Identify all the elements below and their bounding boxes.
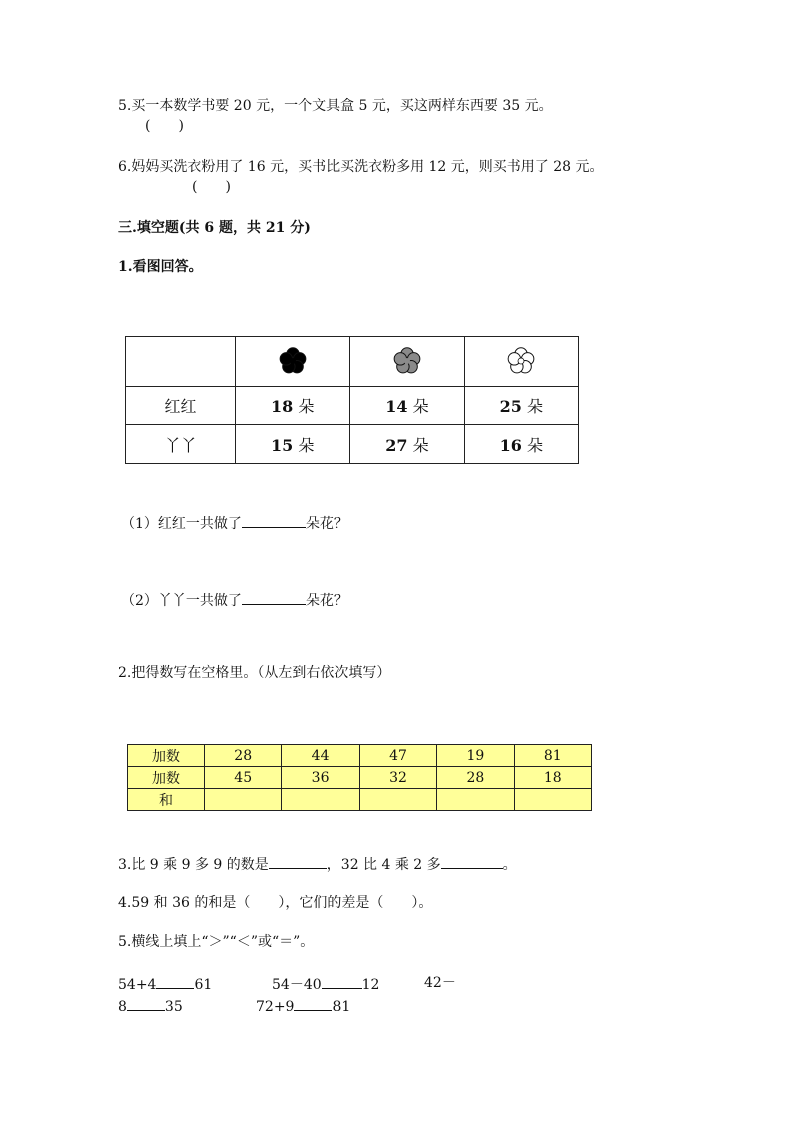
count-value: 16 bbox=[499, 435, 522, 455]
answer-cell[interactable] bbox=[359, 789, 436, 811]
compare-right: 35 bbox=[164, 999, 183, 1015]
q1-title: 1.看图回答。 bbox=[118, 259, 203, 275]
q3-part1: 3.比 9 乘 9 多 9 的数是 bbox=[118, 857, 269, 873]
count-unit: 朵 bbox=[527, 397, 544, 417]
table-cell bbox=[350, 386, 464, 425]
row-name: 丫丫 bbox=[126, 425, 236, 464]
answer-cell[interactable] bbox=[514, 789, 591, 811]
compare-item bbox=[272, 973, 379, 995]
q3-part3: 。 bbox=[502, 857, 517, 873]
row-label: 加数 bbox=[128, 745, 205, 767]
white-flower-icon bbox=[504, 346, 538, 376]
table-row bbox=[126, 425, 579, 464]
row-name: 红红 bbox=[126, 386, 236, 425]
count-unit: 朵 bbox=[298, 397, 315, 417]
table-row bbox=[126, 386, 579, 425]
row-label: 加数 bbox=[128, 767, 205, 789]
compare-item bbox=[118, 973, 212, 995]
count-unit: 朵 bbox=[298, 435, 315, 455]
flower-table bbox=[125, 336, 579, 464]
q1-sub2-prefix: （2）丫丫一共做了 bbox=[121, 593, 242, 609]
compare-right: 12 bbox=[361, 977, 380, 993]
answer-cell[interactable] bbox=[437, 789, 514, 811]
q2-title: 2.把得数写在空格里。（从左到右依次填写） bbox=[118, 665, 391, 681]
table-cell bbox=[350, 425, 464, 464]
answer-blank[interactable] bbox=[322, 973, 362, 989]
compare-left: 54－40 bbox=[272, 977, 322, 993]
answer-blank[interactable] bbox=[242, 512, 306, 528]
count-value: 18 bbox=[270, 397, 294, 417]
count-unit: 朵 bbox=[527, 435, 544, 455]
table-cell bbox=[464, 337, 578, 387]
count-unit: 朵 bbox=[412, 435, 429, 455]
table-cell: 36 bbox=[282, 767, 359, 789]
compare-left: 72+9 bbox=[256, 999, 295, 1015]
table-cell: 45 bbox=[205, 767, 282, 789]
table-cell: 28 bbox=[205, 745, 282, 767]
table-cell: 44 bbox=[282, 745, 359, 767]
black-flower-icon bbox=[276, 346, 310, 376]
q1-sub2-suffix: 朵花？ bbox=[305, 593, 348, 609]
answer-cell[interactable] bbox=[205, 789, 282, 811]
answer-cell[interactable] bbox=[282, 789, 359, 811]
count-value: 25 bbox=[499, 397, 522, 417]
judge-q6-text: 6.妈妈买洗衣粉用了 16 元，买书比买洗衣粉多用 12 元，则买书用了 28 元。 bbox=[118, 159, 604, 175]
compare-right: 61 bbox=[194, 977, 213, 993]
compare-item bbox=[118, 995, 183, 1017]
compare-item bbox=[256, 995, 350, 1017]
gray-flower-icon bbox=[390, 346, 424, 376]
count-value: 15 bbox=[270, 435, 294, 455]
q1-sub1-suffix: 朵花？ bbox=[305, 516, 348, 532]
answer-blank[interactable] bbox=[242, 589, 306, 605]
q5-title: 5.横线上填上“＞”“＜”或“＝”。 bbox=[118, 934, 315, 950]
q3 bbox=[118, 853, 517, 875]
q1-sub1-prefix: （1）红红一共做了 bbox=[121, 516, 242, 532]
judge-q5-text: 5.买一本数学书要 20 元，一个文具盒 5 元，买这两样东西要 35 元。 bbox=[118, 98, 553, 114]
table-cell: 28 bbox=[437, 767, 514, 789]
table-cell: 47 bbox=[359, 745, 436, 767]
table-cell bbox=[236, 425, 350, 464]
table-cell bbox=[464, 425, 578, 464]
answer-blank[interactable] bbox=[294, 995, 332, 1011]
q1-sub1 bbox=[121, 512, 348, 534]
table-row bbox=[128, 767, 592, 789]
judge-q5-answer-paren[interactable]: ( ) bbox=[145, 118, 184, 134]
compare-item bbox=[424, 973, 456, 993]
table-row bbox=[128, 789, 592, 811]
table-row bbox=[128, 745, 592, 767]
sum-table bbox=[127, 744, 592, 811]
table-cell bbox=[236, 386, 350, 425]
compare-left: 42－ bbox=[424, 975, 456, 991]
table-row bbox=[126, 337, 579, 387]
table-cell: 81 bbox=[514, 745, 591, 767]
compare-left: 54+4 bbox=[118, 977, 157, 993]
compare-right: 81 bbox=[332, 999, 351, 1015]
row-label: 和 bbox=[128, 789, 205, 811]
answer-blank[interactable] bbox=[441, 853, 503, 869]
q1-sub2 bbox=[121, 589, 348, 611]
table-cell: 18 bbox=[514, 767, 591, 789]
table-cell: 32 bbox=[359, 767, 436, 789]
compare-left: 8 bbox=[118, 999, 127, 1015]
table-cell: 19 bbox=[437, 745, 514, 767]
answer-blank[interactable] bbox=[127, 995, 165, 1011]
judge-q6-answer-paren[interactable]: ( ) bbox=[192, 179, 231, 195]
table-cell bbox=[236, 337, 350, 387]
answer-blank[interactable] bbox=[269, 853, 327, 869]
q4-text: 4.59 和 36 的和是（ ），它们的差是（ ）。 bbox=[118, 895, 433, 911]
section-title: 三.填空题(共 6 题，共 21 分) bbox=[118, 220, 311, 236]
answer-blank[interactable] bbox=[156, 973, 194, 989]
count-value: 14 bbox=[385, 397, 408, 417]
count-value: 27 bbox=[385, 435, 408, 455]
table-cell-empty bbox=[126, 337, 236, 387]
q3-part2: ，32 比 4 乘 2 多 bbox=[326, 857, 441, 873]
table-cell bbox=[350, 337, 464, 387]
table-cell bbox=[464, 386, 578, 425]
count-unit: 朵 bbox=[412, 397, 429, 417]
